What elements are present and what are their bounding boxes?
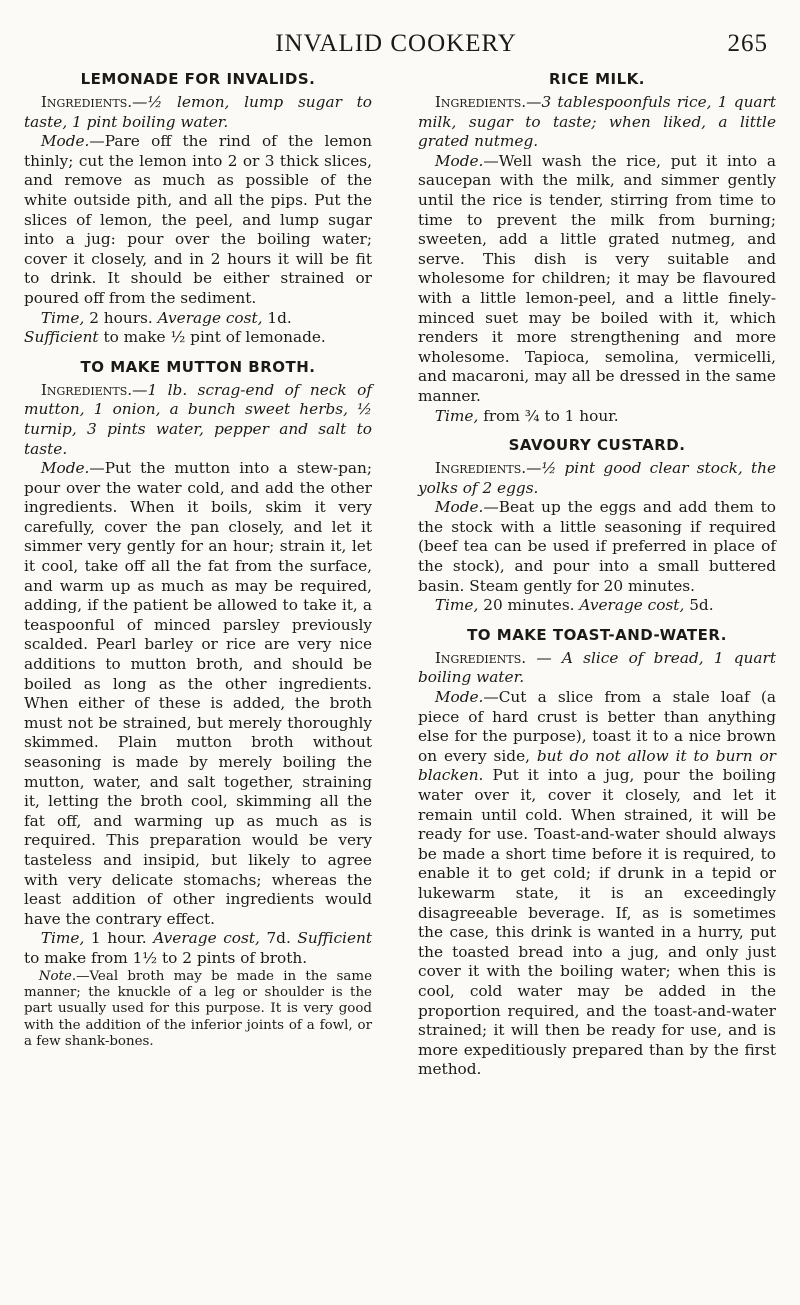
mode-text: —Pare off the rind of the lemon thinly; cut the lemon into 2 or 3 thick slices, and remove as much as possible of the white outside pith, and all the pips. Put the slices of lemon, the peel, and lump sugar into a jug: pour over the boiling water; cover it closely, and in 2 hours it will be fit to drink. It should be either strained or poured off from the sediment.	[24, 132, 372, 307]
ingredients-label: Ingredients.	[434, 459, 527, 478]
cost-value: 7d.	[259, 929, 298, 948]
mode-text-b: Put it into a jug, pour the boiling water over it, cover it closely, and let it remain until cold. When strained, it will be ready for use. Toast-and-water should always be made a short time before it is required, to enable it to get cold; if drunk in a tepid or lukewarm state, it is an exceedingly disagreeable beverage. If, as is sometimes the case, this drink is wanted in a hurry, put the toasted bread into a jug, and only just cover it with the boiling water; when this is cool, cold water may be added in the proportion required, and the toast-and-water strained; it will then be ready for use, and is more expeditiously prepared than by the first method.	[418, 766, 776, 1079]
cost-value: 5d.	[684, 596, 714, 615]
ingredients-paragraph	[418, 93, 776, 152]
note-label: Note.	[38, 968, 77, 984]
time-cost-paragraph	[24, 929, 372, 968]
page-number: 265	[727, 30, 768, 57]
ingredients-paragraph	[24, 381, 372, 459]
mode-paragraph	[24, 132, 372, 308]
note-text: —Veal broth may be made in the same manner; the knuckle of a leg or shoulder is the part usually used for this purpose. It is very good with the addition of the inferior joints of a fowl, or a few shank-bones.	[24, 968, 372, 1050]
recipe-rice-milk	[418, 70, 776, 426]
time-paragraph	[418, 407, 776, 427]
ingredients-text: — A slice of bread, 1 quart boiling water.	[418, 648, 776, 687]
time-label: Time,	[40, 929, 85, 948]
recipe-heading: TO MAKE MUTTON BROTH.	[80, 357, 316, 376]
ingredients-text: —3 tablespoonfuls rice, 1 quart milk, sugar to taste; when liked, a little grated nutmeg.	[418, 93, 776, 151]
time-label: Time,	[434, 596, 479, 615]
recipe-heading: RICE MILK.	[549, 70, 645, 88]
mode-paragraph	[418, 152, 776, 407]
cost-label: Average cost,	[579, 596, 685, 615]
ingredients-text: —½ pint good clear stock, the yolks of 2 eggs.	[418, 459, 776, 497]
recipe-heading: SAVOURY CUSTARD.	[508, 436, 686, 455]
mode-label: Mode.	[434, 151, 484, 170]
ingredients-paragraph	[418, 649, 776, 688]
sufficient-text: to make ½ pint of lemonade.	[98, 328, 326, 347]
mode-paragraph	[418, 498, 776, 596]
cost-value: 1d.	[262, 308, 292, 327]
mode-text: —Well wash the rice, put it into a saucepan with the milk, and simmer gently until the rice is tender, stirring from time to time to prevent the milk from burning; sweeten, add a little grated nutmeg, and serve. This dish is very suitable and wholesome for children; it may be flavoured with a little lemon-peel, and a little finely-minced suet may be boiled with it, which renders it more strengthening and more wholesome. Tapioca, semolina, vermicelli, and macaroni, may all be dressed in the same manner.	[418, 151, 776, 405]
mode-paragraph	[418, 688, 776, 1080]
time-value: 1 hour.	[84, 929, 154, 948]
recipe-heading: LEMONADE FOR INVALIDS.	[80, 70, 316, 88]
left-column	[24, 70, 372, 1061]
time-value: 2 hours.	[84, 308, 158, 327]
sufficient-label: Sufficient	[24, 328, 99, 347]
recipe-savoury-custard	[418, 436, 776, 616]
recipe-mutton-broth	[24, 358, 372, 1051]
mode-text: —Beat up the eggs and add them to the stock with a little seasoning if required (beef tea can be used if preferred in place of the stock), and pour into a small buttered basin. Steam gently for 20 minutes.	[418, 498, 776, 595]
time-label: Time,	[434, 406, 479, 425]
cost-label: Average cost,	[153, 929, 260, 948]
time-cost-paragraph	[24, 309, 372, 329]
time-value: 20 minutes.	[478, 596, 580, 615]
recipe-lemonade	[24, 70, 372, 348]
ingredients-label: Ingredients.	[40, 380, 133, 399]
ingredients-label: Ingredients.	[40, 93, 133, 111]
page-header	[24, 12, 768, 57]
ingredients-paragraph	[418, 459, 776, 498]
mode-label: Mode.	[40, 132, 90, 151]
mode-text-a: —Cut a slice from a stale loaf (a piece of hard crust is better than anything else for the purpose), toast it to a nice brown on every side,	[418, 688, 776, 765]
mode-label: Mode.	[40, 459, 90, 478]
cost-label: Average cost,	[157, 308, 263, 327]
time-cost-paragraph	[418, 596, 776, 616]
mode-text: —Put the mutton into a stew-pan; pour over the water cold, and add the other ingredients. When it boils, skim it very carefully, cover the pan closely, and let it simmer very gently for an hour; strain it, let it cool, take off all the fat from the surface, and warm up as much as may be required, adding, if the patient be allowed to take it, a teaspoonful of minced parsley previously scalded. Pearl barley or rice are very nice additions to mutton broth, and should be boiled as long as the other ingredients. When either of these is added, the broth must not be strained, but merely thoroughly skimmed. Plain mutton broth without seasoning is made by merely boiling the mutton, water, and salt together, straining it, letting the broth cool, skimming all the fat off, and warming up as much as is required. This preparation would be very tasteless and insipid, but likely to agree with very delicate stomachs; whereas the least addition of other ingredients would have the contrary effect.	[24, 459, 372, 928]
mode-label: Mode.	[434, 498, 484, 517]
ingredients-text: —1 lb. scrag-end of neck of mutton, 1 onion, a bunch sweet herbs, ½ turnip, 3 pints water, pepper and salt to taste.	[24, 380, 372, 458]
recipe-toast-and-water	[418, 626, 776, 1080]
recipe-heading: TO MAKE TOAST-AND-WATER.	[467, 625, 727, 644]
ingredients-label: Ingredients.	[434, 93, 527, 111]
ingredients-label: Ingredients.	[434, 648, 527, 667]
right-column	[418, 70, 776, 1090]
running-title: INVALID COOKERY	[275, 30, 517, 57]
mode-paragraph	[24, 459, 372, 929]
sufficient-label: Sufficient	[297, 929, 372, 948]
ingredients-text: —½ lemon, lump sugar to taste, 1 pint boiling water.	[24, 93, 372, 131]
mode-text-italic: but do not allow it to burn or blacken.	[418, 746, 776, 785]
sufficient-paragraph	[24, 328, 372, 348]
ingredients-paragraph	[24, 93, 372, 132]
sufficient-text: to make from 1½ to 2 pints of broth.	[24, 948, 308, 967]
mode-label: Mode.	[434, 688, 484, 707]
time-label: Time,	[40, 308, 85, 327]
time-value: from ¾ to 1 hour.	[478, 406, 619, 425]
note-paragraph	[24, 969, 372, 1051]
